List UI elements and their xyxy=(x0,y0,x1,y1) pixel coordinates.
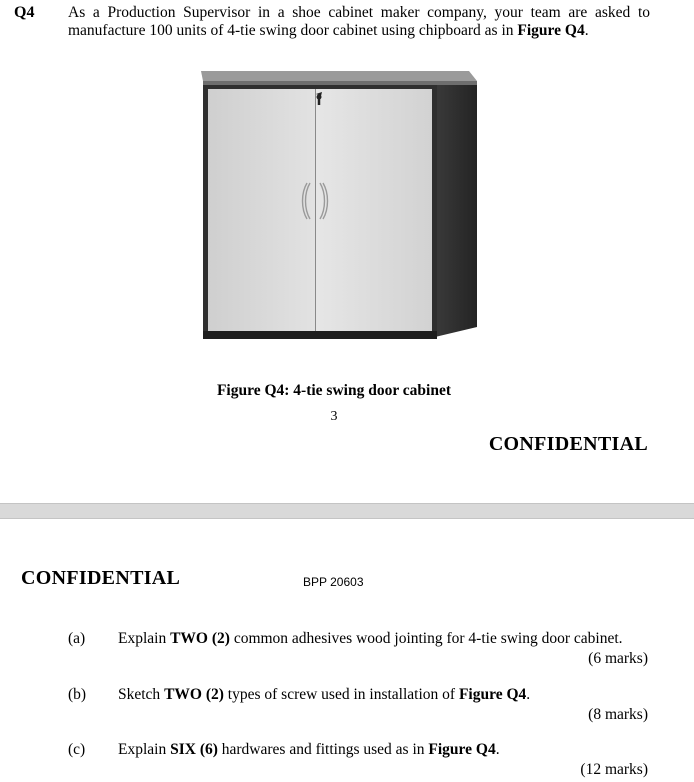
question-end: . xyxy=(584,22,589,39)
part-a-text: Explain TWO (2) common adhesives wood jointing for 4-tie swing door cabinet. xyxy=(118,630,623,647)
part-c-marks: (12 marks) xyxy=(580,761,648,778)
part-c-label: (c) xyxy=(68,741,86,758)
course-code: BPP 20603 xyxy=(303,575,364,589)
cabinet-base xyxy=(203,331,437,339)
question-figure-ref: Figure Q4 xyxy=(517,22,585,39)
cabinet-figure xyxy=(195,65,485,355)
part-a-marks: (6 marks) xyxy=(588,650,648,667)
part-a-label: (a) xyxy=(68,630,86,647)
cabinet-top xyxy=(201,71,477,81)
page-number: 3 xyxy=(330,409,338,424)
question-text xyxy=(68,4,650,40)
cabinet-top-edge xyxy=(203,81,477,85)
part-b-text: Sketch TWO (2) types of screw used in installation of Figure Q4. xyxy=(118,686,531,703)
left-door xyxy=(208,89,315,332)
question-intro: As a Production Supervisor in a shoe cabinet maker company, your team are asked to manufacture 100 units of 4-tie swing door cabinet using chipboard as in xyxy=(68,4,650,39)
header-confidential: CONFIDENTIAL xyxy=(21,567,181,589)
figure-caption: Figure Q4: 4-tie swing door cabinet xyxy=(216,382,452,399)
part-c-text: Explain SIX (6) hardwares and fittings used as in Figure Q4. xyxy=(118,741,500,758)
part-b-marks: (8 marks) xyxy=(588,706,648,723)
right-door xyxy=(316,89,432,332)
page-separator xyxy=(0,503,694,519)
cabinet-side xyxy=(435,85,477,337)
question-number: Q4 xyxy=(14,4,35,21)
part-b-label: (b) xyxy=(68,686,87,703)
footer-confidential: CONFIDENTIAL xyxy=(488,433,648,455)
